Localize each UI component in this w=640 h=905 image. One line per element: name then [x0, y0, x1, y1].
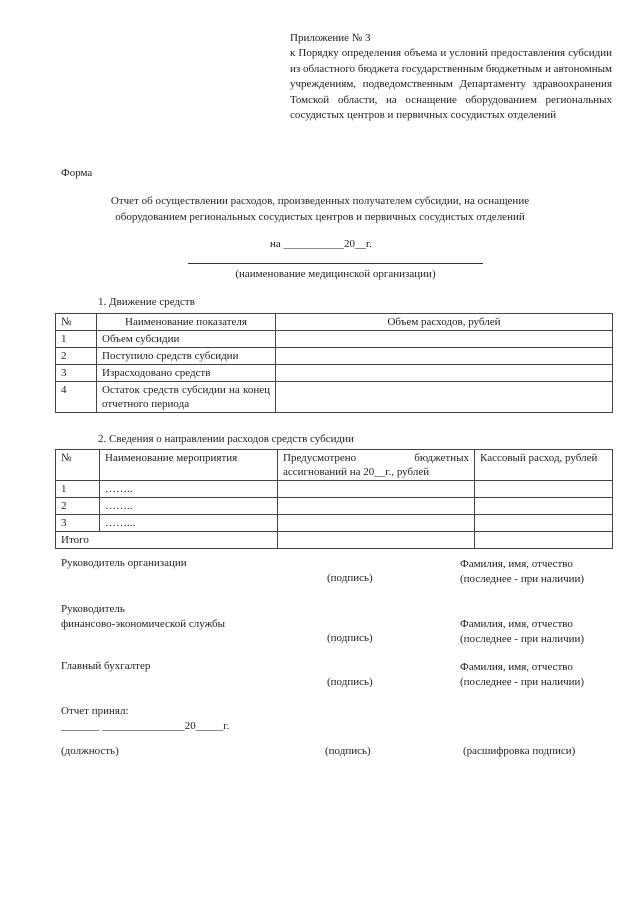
row-amount[interactable]: [276, 348, 613, 365]
expense-direction-table: [55, 449, 613, 549]
col-header-activity: Наименование мероприятия: [100, 450, 278, 481]
col-header-number: №: [56, 314, 97, 331]
row-cash[interactable]: [475, 515, 613, 532]
org-name-line: [188, 263, 483, 264]
row-number: 2: [56, 348, 97, 365]
row-budget[interactable]: [278, 515, 475, 532]
table-row: [56, 481, 613, 498]
row-name: Объем субсидии: [97, 331, 276, 348]
report-title-line-2: оборудованием региональных сосудистых центров и первичных сосудистых отделений: [115, 211, 525, 223]
total-label: Итого: [56, 532, 278, 549]
table-row: [56, 348, 613, 365]
col-header-cash-expense: Кассовый расход, рублей: [475, 450, 613, 481]
accepted-position: (должность): [61, 745, 119, 757]
section-1-title: 1. Движение средств: [98, 296, 195, 308]
row-budget[interactable]: [278, 481, 475, 498]
head-fin-label-line-2: финансово-экономической службы: [61, 618, 226, 630]
col-header-indicator: Наименование показателя: [97, 314, 276, 331]
table-row: [56, 382, 613, 413]
row-name: ……..: [100, 481, 278, 498]
total-budget[interactable]: [278, 532, 475, 549]
table-row: [56, 498, 613, 515]
row-number: 1: [56, 331, 97, 348]
col-header-budget: Предусмотрено бюджетных ассигнований на 20__г., рублей: [278, 450, 475, 481]
row-name: ……...: [100, 515, 278, 532]
row-budget[interactable]: [278, 498, 475, 515]
fio-note: (последнее - при наличии): [460, 573, 585, 585]
row-name: ……..: [100, 498, 278, 515]
fio-label: Фамилия, имя, отчество: [460, 661, 573, 673]
head-org-signature: (подпись): [327, 572, 373, 584]
fio-note: (последнее - при наличии): [460, 633, 585, 645]
chief-accountant-signature: (подпись): [327, 676, 373, 688]
row-cash[interactable]: [475, 481, 613, 498]
row-amount[interactable]: [276, 382, 613, 413]
head-org-fio: [460, 557, 584, 587]
head-fin-signature: (подпись): [327, 632, 373, 644]
accepted-signature: (подпись): [325, 745, 371, 757]
chief-accountant-label: Главный бухгалтер: [61, 660, 151, 672]
chief-accountant-fio: [460, 660, 584, 690]
row-name: Поступило средств субсидии: [97, 348, 276, 365]
org-name-caption: (наименование медицинской организации): [235, 268, 436, 280]
report-title: [60, 193, 580, 225]
row-name: Израсходовано средств: [97, 365, 276, 382]
table-header-row: [56, 450, 613, 481]
total-cash[interactable]: [475, 532, 613, 549]
appendix-text: к Порядку определения объема и условий предоставления субсидии из областного бюджета государственным бюджетным и автономным учреждениям, подведомственным Департаменту здравоохранения Томской области, на оснащение оборудованием региональных сосудистых центров и первичных сосудистых отделений: [290, 47, 612, 122]
accepted-date-line: _______ _______________20_____г.: [61, 720, 230, 732]
report-date-line: на ___________20__г.: [270, 238, 373, 250]
col-header-number: №: [56, 450, 100, 481]
head-org-label: Руководитель организации: [61, 557, 187, 569]
table-total-row: [56, 532, 613, 549]
accepted-label: Отчет принял:: [61, 705, 129, 717]
accepted-decoding: (расшифровка подписи): [463, 745, 576, 757]
row-cash[interactable]: [475, 498, 613, 515]
appendix-heading: Приложение № 3: [290, 32, 371, 44]
fio-note: (последнее - при наличии): [460, 676, 585, 688]
fio-label: Фамилия, имя, отчество: [460, 558, 573, 570]
fio-label: Фамилия, имя, отчество: [460, 618, 573, 630]
row-name: Остаток средств субсидии на конец отчетного периода: [97, 382, 276, 413]
table-header-row: [56, 314, 613, 331]
col-header-amount: Объем расходов, рублей: [276, 314, 613, 331]
section-2-title: 2. Сведения о направлении расходов средств субсидии: [98, 433, 354, 445]
table-row: [56, 515, 613, 532]
row-number: 3: [56, 365, 97, 382]
row-amount[interactable]: [276, 365, 613, 382]
report-title-line-1: Отчет об осуществлении расходов, произведенных получателем субсидии, на оснащение: [110, 195, 530, 207]
head-fin-label-line-1: Руководитель: [61, 603, 125, 615]
table-row: [56, 331, 613, 348]
row-amount[interactable]: [276, 331, 613, 348]
table-row: [56, 365, 613, 382]
head-fin-label: [61, 602, 225, 632]
head-fin-fio: [460, 617, 584, 647]
row-number: 1: [56, 481, 100, 498]
row-number: 2: [56, 498, 100, 515]
form-label: Форма: [61, 167, 93, 179]
row-number: 3: [56, 515, 100, 532]
funds-movement-table: [55, 313, 613, 413]
row-number: 4: [56, 382, 97, 413]
